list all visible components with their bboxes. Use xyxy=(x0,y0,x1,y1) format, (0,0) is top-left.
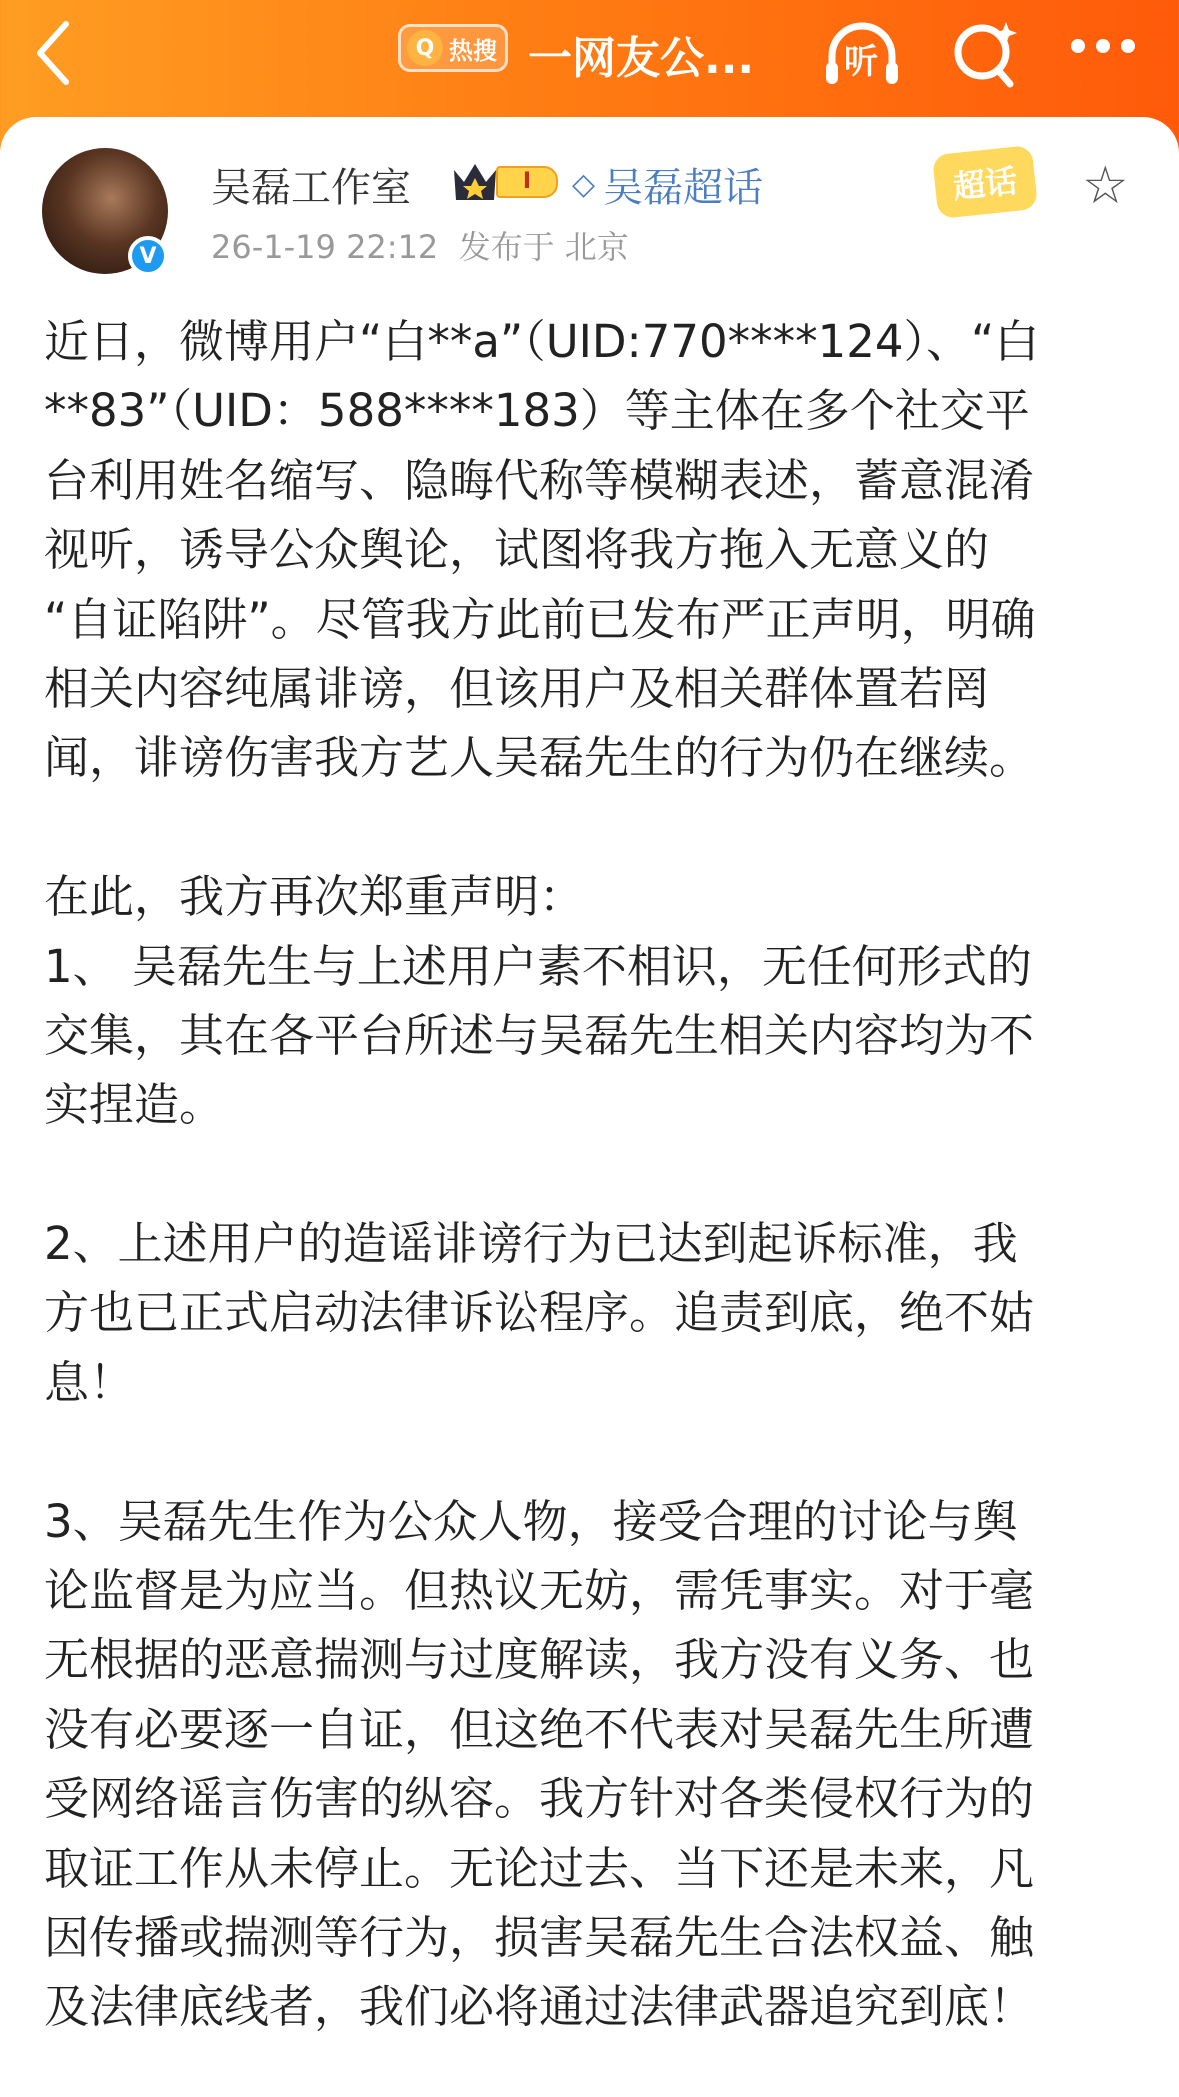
text-line: 及法律底线者，我们必将通过法律武器追究到底！ xyxy=(44,1980,1035,2034)
text-line: 交集，其在各平台所述与吴磊先生相关内容均为不 xyxy=(44,1008,1035,1062)
super-topic-badge[interactable]: 超话 xyxy=(932,145,1038,219)
back-icon[interactable] xyxy=(30,18,80,88)
text-line: 1、 吴磊先生与上述用户素不相识，无任何形式的 xyxy=(44,939,1032,993)
text-line: 方也已正式启动法律诉讼程序。追责到底，绝不姑 xyxy=(44,1286,1035,1340)
text-line: 没有必要逐一自证，但这绝不代表对吴磊先生所遭 xyxy=(44,1702,1035,1756)
more-icon[interactable] xyxy=(1068,36,1138,56)
search-sparkle-icon[interactable] xyxy=(950,18,1020,90)
text-line: 实捏造。 xyxy=(44,1078,225,1132)
text-line: 台利用姓名缩写、隐晦代称等模糊表述，蓄意混淆 xyxy=(44,453,1035,507)
verified-badge: V xyxy=(128,236,168,276)
text-line: 在此，我方再次郑重声明： xyxy=(44,870,585,924)
text-line xyxy=(44,1417,1039,1486)
text-line: 近日，微博用户“白**a”（UID:770****124）、“白 xyxy=(44,315,1040,368)
text-line: 视听，诱导公众舆论，试图将我方拖入无意义的 xyxy=(44,523,990,577)
text-line: 因传播或揣测等行为，损害吴磊先生合法权益、触 xyxy=(44,1910,1035,1964)
super-topic-link[interactable] xyxy=(572,156,763,213)
favorite-star-icon[interactable]: ☆ xyxy=(1082,156,1129,216)
crown-icon xyxy=(450,160,500,204)
topic-label: 吴磊超话 xyxy=(603,165,764,211)
post-body xyxy=(44,307,1039,2042)
text-line: 2、上述用户的造谣诽谤行为已达到起诉标准，我 xyxy=(44,1217,1018,1271)
text-line: 息！ xyxy=(44,1355,135,1409)
timestamp: 26-1-19 22:12 xyxy=(211,228,439,266)
listen-label: 听 xyxy=(844,42,878,82)
hot-search-badge[interactable] xyxy=(398,24,508,72)
text-line xyxy=(44,1140,1039,1209)
level-label: I xyxy=(496,166,558,198)
text-line: 3、吴磊先生作为公众人物，接受合理的讨论与舆 xyxy=(44,1494,1018,1548)
post-meta xyxy=(211,222,629,268)
text-line: 取证工作从未停止。无论过去、当下还是未来，凡 xyxy=(44,1841,1035,1895)
text-line xyxy=(44,793,1039,862)
listen-button[interactable] xyxy=(822,18,902,94)
text-line: 受网络谣言伤害的纵容。我方针对各类侵权行为的 xyxy=(44,1772,1035,1826)
text-line: 无根据的恶意揣测与过度解读，我方没有义务、也 xyxy=(44,1633,1035,1687)
hot-search-label: 热搜 xyxy=(449,36,497,65)
text-line: **83”（UID：588****183）等主体在多个社交平 xyxy=(44,384,1030,438)
diamond-icon: ◇ xyxy=(572,167,596,202)
page-title: 一网友公... xyxy=(528,33,755,84)
top-nav-bar xyxy=(0,0,1179,120)
text-line: 闻，诽谤伤害我方艺人吴磊先生的行为仍在继续。 xyxy=(44,731,1035,785)
author-name[interactable]: 吴磊工作室 xyxy=(211,165,411,211)
text-line: 相关内容纯属诽谤，但该用户及相关群体置若罔 xyxy=(44,661,990,715)
text-line: “自证陷阱”。尽管我方此前已发布严正声明，明确 xyxy=(44,592,1036,646)
member-level-badge xyxy=(450,160,565,204)
text-line: 论监督是为应当。但热议无妨，需凭事实。对于毫 xyxy=(44,1564,1035,1618)
search-icon: Q xyxy=(407,30,443,66)
location: 发布于 北京 xyxy=(458,228,629,266)
